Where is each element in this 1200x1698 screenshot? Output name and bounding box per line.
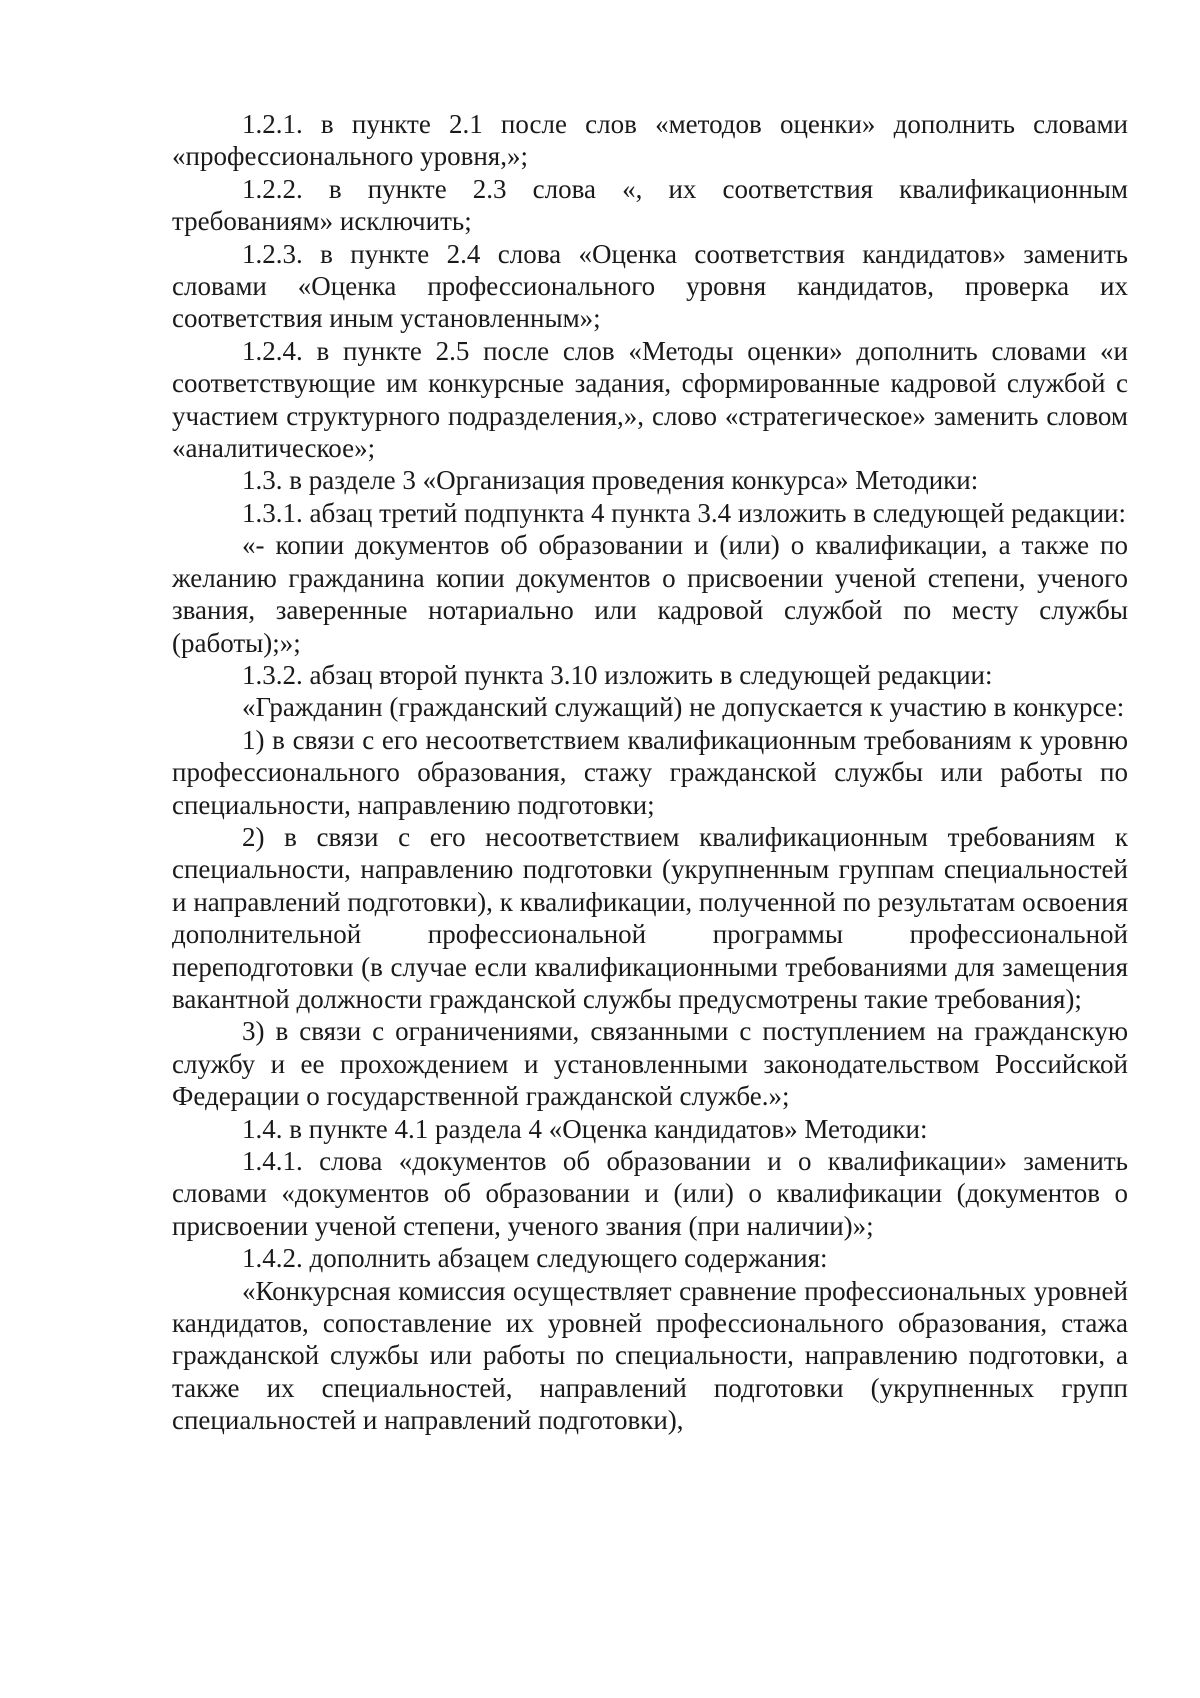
paragraph-1-4-1: 1.4.1. слова «документов об образовании и о квалификации» заменить словами «документов об образовании и (или) о квалификации (документов о присвоении ученой степени, ученого звания (при наличии)»; [172,1146,1128,1241]
paragraph-quote-citizen: «Гражданин (гражданский служащий) не допускается к участию в конкурсе: [242,692,1125,723]
paragraph-quote-copies: «- копии документов об образовании и (или) о квалификации, а также по желанию гражданина копии документов о присвоении ученой степени, ученого звания, заверенные нотариально или кадровой службой по месту службы (работы);»; [172,530,1128,658]
paragraph-1-2-1: 1.2.1. в пункте 2.1 после слов «методов оценки» дополнить словами «профессионального уровня,»; [172,109,1128,172]
paragraph-1-2-4: 1.2.4. в пункте 2.5 после слов «Методы оценки» дополнить словами «и соответствующие им конкурсные задания, сформированные кадровой службой с участием структурного подразделения,», слово «стратегическое» заменить словом «аналитическое»; [172,335,1128,464]
paragraph-1-4: 1.4. в пункте 4.1 раздела 4 «Оценка кандидатов» Методики: [242,1113,928,1144]
list-item-3: 3) в связи с ограничениями, связанными с поступлением на гражданскую службу и ее прохождением и установленными законодательством Российской Федерации о государственной гражданской службе.»; [172,1016,1128,1112]
list-item-1: 1) в связи с его несоответствием квалификационным требованиям к уровню профессионального образования, стажу гражданской службы или работы по специальности, направлению подготовки; [172,724,1128,820]
paragraph-1-4-2: 1.4.2. дополнить абзацем следующего содержания: [242,1243,828,1274]
paragraph-quote-commission: «Конкурсная комиссия осуществляет сравнение профессиональных уровней кандидатов, сопоставление их уровней профессионального образования, стажа гражданской службы или работы по специальности, направлению подготовки, а также их специальностей, направлений подготовки (укрупненных групп специальностей и направлений подготовки), [172,1275,1128,1436]
paragraph-1-3-1: 1.3.1. абзац третий подпункта 4 пункта 3.4 изложить в следующей редакции: [242,497,1126,528]
document-page [172,108,1128,1437]
paragraph-1-2-2: 1.2.2. в пункте 2.3 слова «, их соответствия квалификационным требованиям» исключить; [172,173,1128,237]
list-item-2: 2) в связи с его несоответствием квалификационным требованиям к специальности, направлению подготовки (укрупненным группам специальностей и направлений подготовки), к квалификации, полученной по результатам освоения дополнительной профессиональной программы профессиональной переподготовки (в случае если квалификационными требованиями для замещения вакантной должности гражданской службы предусмотрены такие требования); [172,821,1128,1014]
paragraph-1-3: 1.3. в разделе 3 «Организация проведения конкурса» Методики: [242,465,979,496]
paragraph-1-3-2: 1.3.2. абзац второй пункта 3.10 изложить в следующей редакции: [242,659,993,690]
paragraph-1-2-3: 1.2.3. в пункте 2.4 слова «Оценка соответствия кандидатов» заменить словами «Оценка профессионального уровня кандидатов, проверка их соответствия иным установленным»; [172,238,1128,334]
